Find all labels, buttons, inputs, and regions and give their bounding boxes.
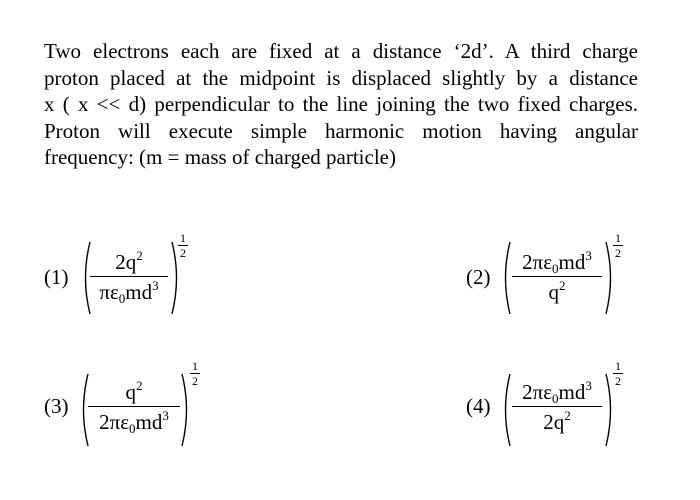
option-3-numerator: $q^2$ [125, 378, 143, 404]
option-1[interactable] [44, 231, 204, 330]
option-1-denominator: $\pi\varepsilon_0md^3$ [99, 278, 159, 307]
option-2[interactable] [466, 231, 646, 330]
option-4-label: (4) [466, 394, 491, 418]
option-1-fraction [90, 248, 168, 307]
option-4-numerator: $2\pi\varepsilon_0md^3$ [522, 378, 592, 406]
option-4-fraction-bar [512, 406, 602, 407]
option-3-exponent: 1 2 [192, 359, 198, 388]
option-3-denominator: $2\pi\varepsilon_0md^3$ [99, 408, 169, 437]
option-4-fraction [512, 380, 602, 434]
question-line-1: Two electrons each are fixed at a distance ‘2d’. A third charge [44, 39, 638, 63]
option-3-fraction [88, 378, 180, 437]
option-3[interactable] [44, 359, 214, 462]
option-1-fraction-bar [90, 276, 168, 277]
question-line-3: x ( x << d) perpendicular to the line joining the two fixed charges. [44, 92, 638, 116]
left-paren-icon [500, 240, 512, 316]
option-3-fraction-bar [88, 406, 180, 407]
option-4[interactable] [466, 359, 646, 462]
option-2-label: (2) [466, 265, 491, 289]
option-4-exponent: 1 2 [615, 359, 621, 388]
option-1-label: (1) [44, 265, 69, 289]
option-4-denominator: $2q^2$ [543, 408, 571, 435]
option-2-denominator: $q^2$ [548, 278, 566, 305]
option-2-fraction-bar [512, 276, 602, 277]
question-text [44, 38, 638, 171]
option-3-label: (3) [44, 394, 69, 418]
question-line-2: proton placed at the midpoint is displaced slightly by a distance [44, 65, 638, 90]
question-line-4: Proton will execute simple harmonic motion having angular [44, 118, 638, 143]
option-1-exponent: 1 2 [180, 231, 186, 260]
question-line-5: frequency: (m = mass of charged particle) [44, 145, 396, 169]
option-2-numerator: $2\pi\varepsilon_0md^3$ [522, 248, 592, 276]
option-1-numerator: $2q^2$ [115, 248, 143, 274]
option-2-exponent: 1 2 [615, 231, 621, 260]
left-paren-icon [500, 372, 512, 448]
option-2-fraction [512, 250, 602, 304]
